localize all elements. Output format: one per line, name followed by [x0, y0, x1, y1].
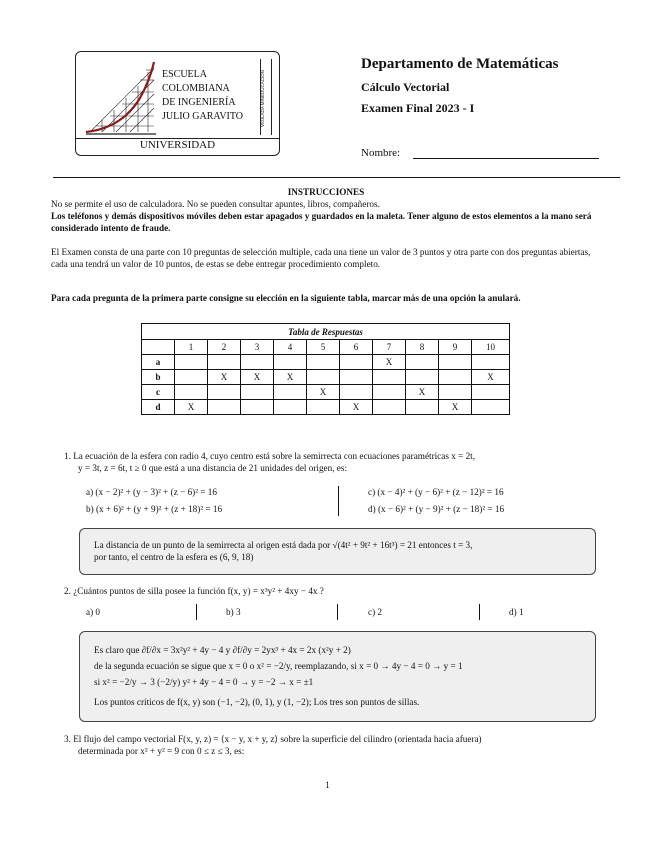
instructions-title: INSTRUCCIONES	[287, 187, 365, 197]
answer-cell[interactable]	[340, 385, 373, 400]
answer-cell[interactable]: X	[208, 370, 241, 385]
answer-cell[interactable]	[175, 385, 208, 400]
answer-cell[interactable]	[274, 400, 307, 415]
column-header: 2	[208, 340, 241, 355]
solution-line: si x² = −2/y → 3 (−2/y) y² + 4y − 4 = 0 → y = −2 → x = ±1	[94, 677, 314, 687]
exam-title: Examen Final 2023 - I	[361, 101, 475, 115]
instructions-line: El Examen consta de una parte con 10 preguntas de selección multiple, cada una tiene un valor de 3 puntos y otra parte con dos preguntas abiertas, cada una tendrá un valor de 10 puntos, de estas se debe entregar procedimiento completo.	[51, 247, 591, 269]
answer-cell[interactable]	[307, 400, 340, 415]
answer-cell[interactable]	[373, 370, 406, 385]
answer-cell[interactable]	[274, 355, 307, 370]
instructions-line: No se permite el uso de calculadora. No se pueden consultar apuntes, libros, compañeros.	[51, 199, 380, 209]
answer-cell[interactable]	[175, 370, 208, 385]
course-title: Cálculo Vectorial	[361, 80, 450, 94]
answer-cell[interactable]	[208, 385, 241, 400]
answer-table	[141, 323, 510, 415]
answer-cell[interactable]	[439, 370, 472, 385]
question-2-option-c[interactable]: c) 2	[368, 607, 383, 617]
answer-cell[interactable]	[175, 355, 208, 370]
answer-cell[interactable]	[472, 385, 510, 400]
logo-line: COLOMBIANA	[162, 83, 230, 94]
solution-line: Es claro que ∂f/∂x = 3x²y² + 4y − 4 y ∂f/∂y = 2yx³ + 4x = 2x (x²y + 2)	[94, 645, 351, 655]
question-2-option-b[interactable]: b) 3	[226, 607, 241, 617]
logo-line: JULIO GARAVITO	[162, 111, 244, 122]
row-label: d	[142, 400, 175, 415]
answer-table-title: Tabla de Respuestas	[142, 324, 510, 340]
logo-line: DE INGENIERÍA	[162, 97, 236, 108]
name-field[interactable]	[413, 158, 599, 159]
column-header: 3	[241, 340, 274, 355]
logo-university: UNIVERSIDAD	[76, 138, 279, 151]
answer-cell[interactable]: X	[241, 370, 274, 385]
answer-cell[interactable]	[406, 355, 439, 370]
column-header: 7	[373, 340, 406, 355]
question-1-option-c[interactable]: c) (x − 4)² + (y − 6)² + (z − 12)² = 16	[368, 487, 504, 497]
option-divider	[338, 486, 339, 516]
table-row	[142, 370, 510, 385]
option-divider	[196, 604, 197, 620]
column-header: 9	[439, 340, 472, 355]
answer-cell[interactable]	[274, 385, 307, 400]
option-divider	[337, 604, 338, 620]
column-header: 8	[406, 340, 439, 355]
table-row	[142, 400, 510, 415]
department-title: Departamento de Matemáticas	[361, 56, 559, 72]
solution-line: Los puntos críticos de f(x, y) son (−1, −2), (0, 1), y (1, −2); Los tres son puntos de sillas.	[94, 697, 420, 707]
logo-motto: VIGILADA MINEDUCACIÓN	[260, 69, 265, 127]
row-label: c	[142, 385, 175, 400]
university-logo	[75, 51, 280, 156]
column-header: 10	[472, 340, 510, 355]
answer-cell[interactable]: X	[340, 400, 373, 415]
question-1-solution-box	[79, 528, 596, 575]
answer-cell[interactable]	[340, 370, 373, 385]
table-row	[142, 385, 510, 400]
question-3-text: determinada por x² + y² = 9 con 0 ≤ z ≤ 3, es:	[78, 746, 245, 756]
answer-cell[interactable]: X	[175, 400, 208, 415]
answer-cell[interactable]: X	[274, 370, 307, 385]
answer-cell[interactable]	[241, 385, 274, 400]
answer-cell[interactable]	[307, 370, 340, 385]
question-1-option-d[interactable]: d) (x − 6)² + (y − 9)² + (z − 18)² = 16	[368, 504, 505, 514]
answer-cell[interactable]	[307, 355, 340, 370]
answer-cell[interactable]	[208, 400, 241, 415]
table-row	[142, 355, 510, 370]
row-label: b	[142, 370, 175, 385]
answer-cell[interactable]	[406, 400, 439, 415]
instructions-line: Para cada pregunta de la primera parte consigne su elección en la siguiente tabla, marcar más de una opción la anulará.	[51, 293, 521, 303]
solution-line: de la segunda ecuación se sigue que x = 0 o x² = −2/y, reemplazando, si x = 0 → 4y − 4 = 0 → y = 1	[94, 661, 463, 671]
instructions-line: Los teléfonos y demás dispositivos móviles deben estar apagados y guardados en la maleta. Tener alguno de estos elementos a la mano será considerado intento de fraude.	[51, 211, 592, 233]
solution-line: La distancia de un punto de la semirrecta al origen está dada por √(4t² + 9t² + 16t³) = 21 entonces t = 3,	[94, 540, 473, 550]
question-2-solution-box	[79, 631, 596, 722]
question-2-option-a[interactable]: a) 0	[86, 607, 101, 617]
column-header: 6	[340, 340, 373, 355]
answer-cell[interactable]	[472, 400, 510, 415]
answer-cell[interactable]	[439, 355, 472, 370]
question-3-text: 3. El flujo del campo vectorial F(x, y, z) = ⟨x − y, x + y, z⟩ sobre la superficie del cilindro (orientada hacia afuera)	[64, 734, 482, 744]
answer-cell[interactable]: X	[373, 355, 406, 370]
question-2-option-d[interactable]: d) 1	[509, 607, 524, 617]
answer-cell[interactable]	[241, 355, 274, 370]
answer-cell[interactable]: X	[406, 385, 439, 400]
answer-table-header	[142, 340, 510, 355]
answer-cell[interactable]	[208, 355, 241, 370]
answer-cell[interactable]	[373, 400, 406, 415]
logo-line: ESCUELA	[162, 69, 207, 80]
answer-cell[interactable]: X	[307, 385, 340, 400]
solution-line: por tanto, el centro de la esfera es (6, 9, 18)	[94, 552, 254, 562]
name-label: Nombre:	[361, 147, 401, 159]
answer-cell[interactable]	[373, 385, 406, 400]
logo-grid-icon	[82, 58, 160, 136]
answer-cell[interactable]	[439, 385, 472, 400]
answer-cell[interactable]	[340, 355, 373, 370]
column-header: 1	[175, 340, 208, 355]
question-1-option-a[interactable]: a) (x − 2)² + (y − 3)² + (z − 6)² = 16	[86, 487, 217, 497]
header-divider	[53, 177, 620, 178]
page-number: 1	[325, 780, 330, 790]
logo-text	[162, 68, 243, 124]
answer-cell[interactable]	[472, 355, 510, 370]
row-label: a	[142, 355, 175, 370]
answer-cell[interactable]: X	[472, 370, 510, 385]
option-divider	[479, 604, 480, 620]
table-corner	[142, 340, 175, 355]
column-header: 4	[274, 340, 307, 355]
answer-cell[interactable]: X	[439, 400, 472, 415]
question-1-text: y = 3t, z = 6t, t ≥ 0 que está a una distancia de 21 unidades del origen, es:	[78, 463, 348, 473]
answer-cell[interactable]	[406, 370, 439, 385]
question-1-text: 1. La ecuación de la esfera con radio 4, cuyo centro está sobre la semirrecta con ecuaciones paramétricas x = 2t,	[64, 451, 476, 461]
column-header: 5	[307, 340, 340, 355]
question-2-text: 2. ¿Cuántos puntos de silla posee la función f(x, y) = x³y² + 4xy − 4x ?	[64, 586, 324, 596]
answer-cell[interactable]	[241, 400, 274, 415]
question-1-option-b[interactable]: b) (x + 6)² + (y + 9)² + (z + 18)² = 16	[86, 504, 223, 514]
